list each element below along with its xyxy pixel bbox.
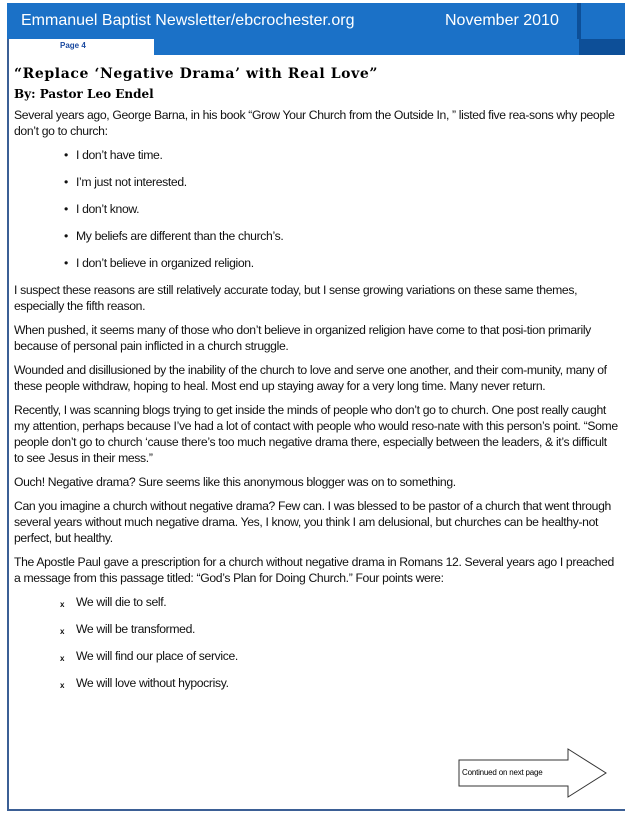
point-text: We will die to self. (76, 595, 167, 609)
point-text: We will find our place of service. (76, 649, 238, 663)
list-item (60, 594, 618, 610)
page-number: Page 4 (60, 41, 86, 50)
header-strip (154, 39, 625, 55)
x-marker-icon: x (60, 600, 65, 609)
list-item (60, 675, 618, 691)
continued-label: Continued on next page (462, 768, 543, 777)
paragraph: I suspect these reasons are still relatively accurate today, but I sense growing variations on these same themes, especially the fifth reason. (14, 283, 578, 313)
article-title: “Replace ‘Negative Drama’ with Real Love” (14, 66, 379, 82)
x-marker-icon: x (60, 681, 65, 690)
list-item: • I’m just not interested. (64, 174, 618, 190)
issue-date: November 2010 (445, 12, 559, 29)
points-list (14, 594, 618, 691)
reasons-list (14, 147, 618, 271)
point-text: We will love without hypocrisy. (76, 676, 229, 690)
newsletter-header (7, 3, 625, 39)
list-item: • I don’t know. (64, 201, 618, 217)
paragraph: Recently, I was scanning blogs trying to get inside the minds of people who don’t go to church. One post really caught my attention, perhaps because I’ve had a lot of contact with people who would reso-nate with this person’s point. “Some people don’t go to church ‘cause there’s too much negative drama there, especially between the leaders, & it’s difficult to see Jesus in their mess.” (14, 403, 618, 465)
list-item: • My beliefs are different than the church’s. (64, 228, 618, 244)
list-item: • I don’t believe in organized religion. (64, 255, 618, 271)
paragraph: Wounded and disillusioned by the inability of the church to love and serve one another, and their com-munity, many of these people withdraw, hoping to heal. Most end up staying away for a very long time. Many never return. (14, 363, 607, 393)
point-text: We will be transformed. (76, 622, 196, 636)
article-byline: By: Pastor Leo Endel (14, 87, 154, 101)
newsletter-title: Emmanuel Baptist Newsletter/ebcrochester.org (21, 12, 355, 29)
paragraph: Ouch! Negative drama? Sure seems like this anonymous blogger was on to something. (14, 475, 456, 489)
list-item (60, 648, 618, 664)
paragraph: Can you imagine a church without negative drama? Few can. I was blessed to be pastor of a church that went through several years without much negative drama. Yes, I know, you think I am delusional, but churches can be healthy-not perfect, but healthy. (14, 499, 611, 545)
header-strip-accent (579, 39, 625, 55)
article-body (14, 107, 618, 702)
x-marker-icon: x (60, 654, 65, 663)
list-item: • I don’t have time. (64, 147, 618, 163)
intro-paragraph: Several years ago, George Barna, in his book “Grow Your Church from the Outside In, ” listed five rea-sons why people don’t go to church: (14, 108, 615, 138)
paragraph: When pushed, it seems many of those who don’t believe in organized religion have come to that posi-tion primarily because of personal pain inflicted in a church struggle. (14, 323, 591, 353)
x-marker-icon: x (60, 627, 65, 636)
list-item (60, 621, 618, 637)
header-divider (577, 3, 581, 39)
paragraph: The Apostle Paul gave a prescription for a church without negative drama in Romans 12. Several years ago I preached a message from this passage titled: “God’s Plan for Doing Church.” Four points were: (14, 555, 614, 585)
